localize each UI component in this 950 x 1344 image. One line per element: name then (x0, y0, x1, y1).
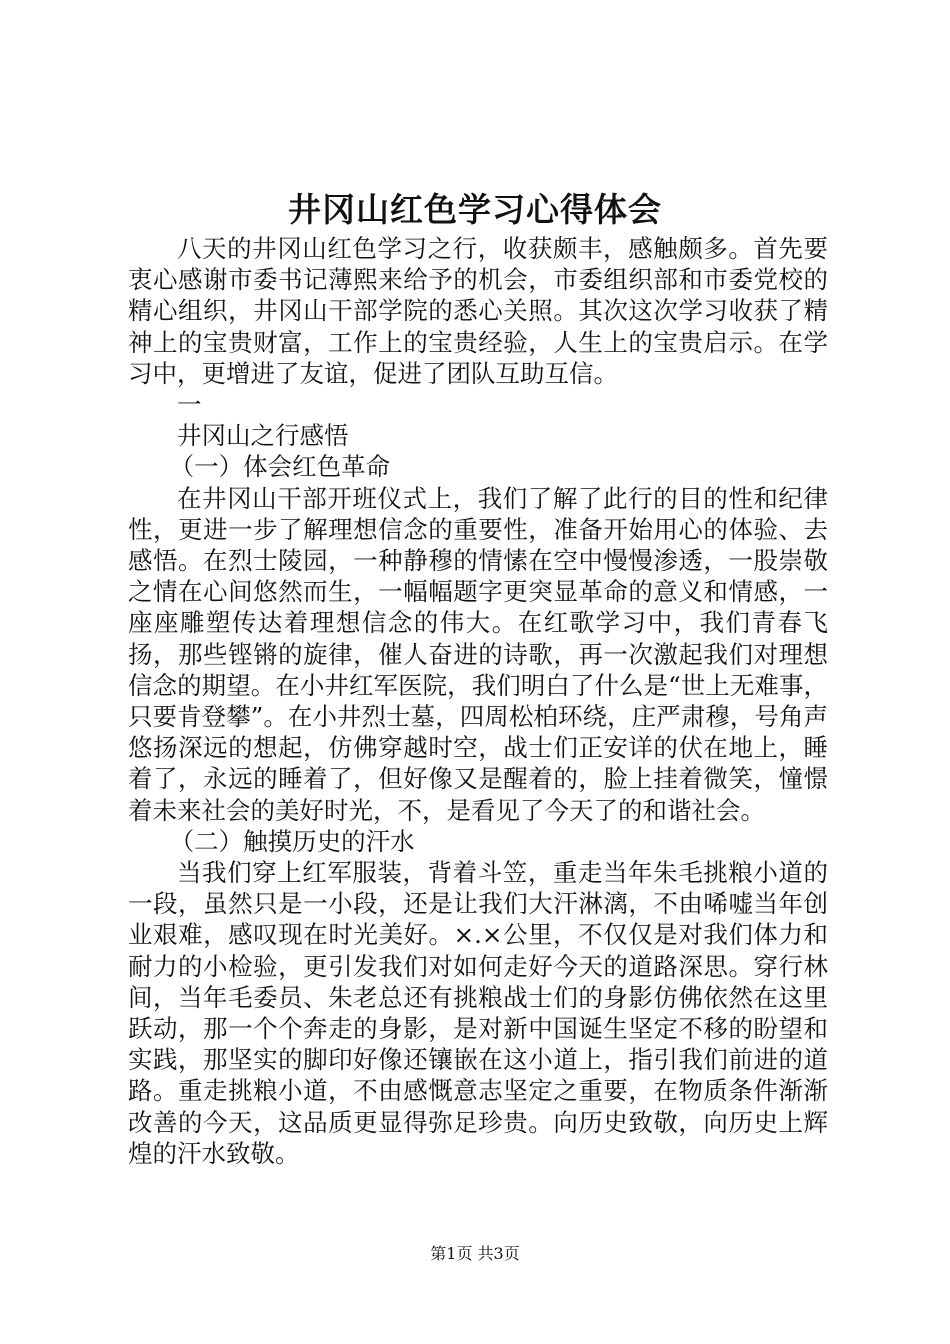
document-body (128, 233, 828, 1169)
intro-paragraph: 八天的井冈山红色学习之行，收获颇丰，感触颇多。首先要衷心感谢市委书记薄熙来给予的机会，市委组织部和市委党校的精心组织，井冈山干部学院的悉心关照。其次这次学习收获了精神上的宝贵财富，工作上的宝贵经验，人生上的宝贵启示。在学习中，更增进了友谊，促进了团队互助互信。 (128, 234, 828, 388)
section-heading: 井冈山之行感悟 (177, 421, 349, 451)
subsection-heading-2: （二）触摸历史的汗水 (169, 826, 415, 856)
document-title: 井冈山红色学习心得体会 (288, 190, 662, 229)
subsection-heading-1: （一）体会红色革命 (169, 452, 391, 482)
page-footer: 第1页 共3页 (430, 1244, 520, 1263)
subsection-paragraph-1: 在井冈山干部开班仪式上，我们了解了此行的目的性和纪律性，更进一步了解理想信念的重要性，准备开始用心的体验、去感悟。在烈士陵园，一种静穆的情愫在空中慢慢渗透，一股崇敬之情在心间悠然而生，一幅幅题字更突显革命的意义和情感，一座座雕塑传达着理想信念的伟大。在红歌学习中，我们青春飞扬，那些铿锵的旋律，催人奋进的诗歌，再一次激起我们对理想信念的期望。在小井红军医院，我们明白了什么是“世上无难事，只要肯登攀”。在小井烈士墓，四周松柏环绕，庄严肃穆，号角声悠扬深远的想起，仿佛穿越时空，战士们正安详的伏在地上，睡着了，永远的睡着了，但好像又是醒着的，脸上挂着微笑，憧憬着未来社会的美好时光，不，是看见了今天了的和谐社会。 (128, 483, 828, 825)
section-number: 一 (177, 390, 202, 420)
subsection-paragraph-2: 当我们穿上红军服装，背着斗笠，重走当年朱毛挑粮小道的一段，虽然只是一小段，还是让我们大汗淋漓，不由唏嘘当年创业艰难，感叹现在时光美好。×.×公里，不仅仅是对我们体力和耐力的小检验，更引发我们对如何走好今天的道路深思。穿行林间，当年毛委员、朱老总还有挑粮战士们的身影仿佛依然在这里跃动，那一个个奔走的身影，是对新中国诞生坚定不移的盼望和实践，那坚实的脚印好像还镶嵌在这小道上，指引我们前进的道路。重走挑粮小道，不由感慨意志坚定之重要，在物质条件渐渐改善的今天，这品质更显得弥足珍贵。向历史致敬，向历史上辉煌的汗水致敬。 (128, 858, 828, 1168)
